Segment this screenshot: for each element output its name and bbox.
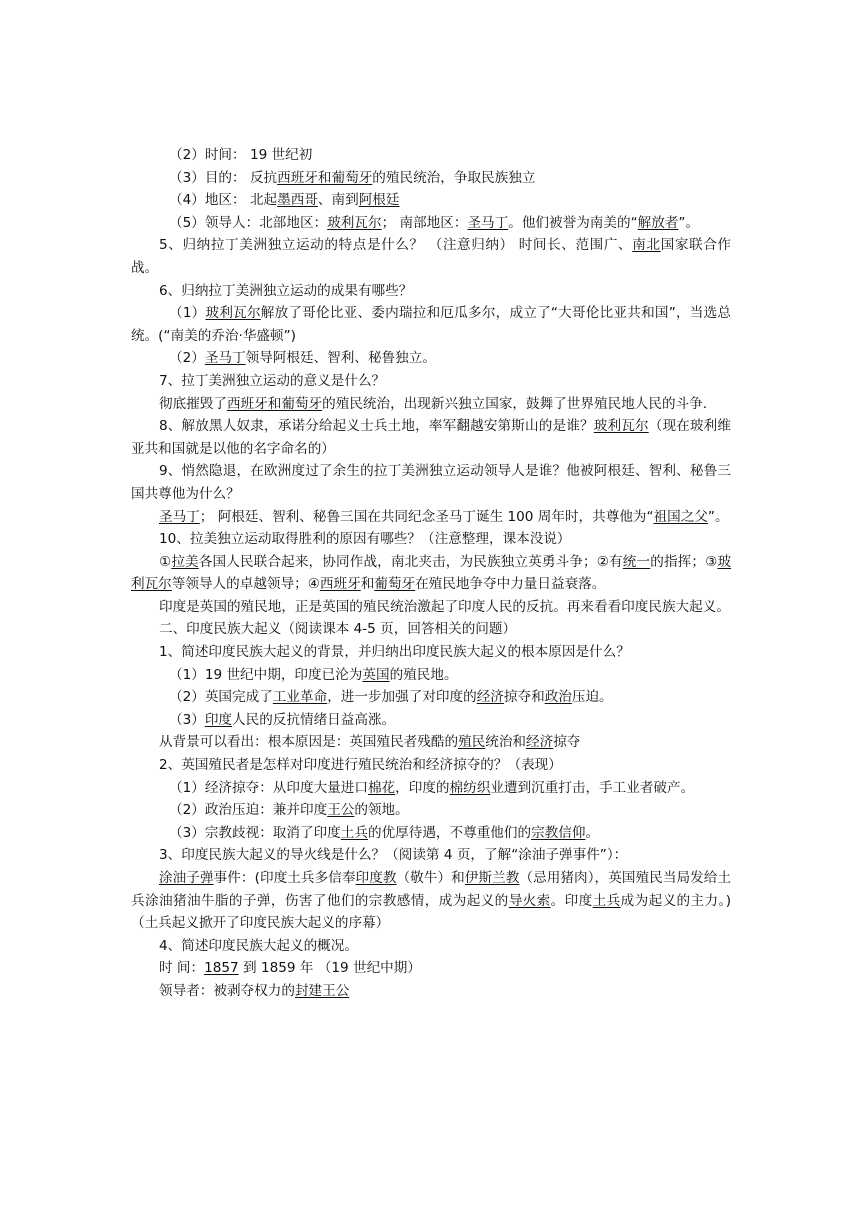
underlined-answer: 玻利瓦尔 — [327, 214, 382, 231]
underlined-answer: 棉纺织 — [449, 779, 491, 796]
text-run: 7、拉丁美洲独立运动的意义是什么？ — [159, 372, 386, 389]
text-run: 的殖民统治，出现新兴独立国家，鼓舞了世界殖民地人民的斗争. — [322, 395, 708, 412]
underlined-answer: 葡萄牙 — [374, 576, 416, 593]
underlined-answer: 1857 — [204, 960, 239, 977]
paragraph — [131, 234, 731, 279]
text-run: 掠夺 — [553, 734, 581, 751]
underlined-answer: 政治 — [544, 689, 572, 706]
paragraph — [131, 867, 731, 935]
underlined-answer: 经济 — [526, 734, 554, 751]
text-run: 统治和 — [485, 734, 527, 751]
paragraph — [131, 822, 731, 845]
underlined-answer: 印度 — [204, 711, 233, 728]
underlined-answer: 南北 — [632, 237, 661, 254]
text-run: 领导阿根廷、智利、秘鲁独立。 — [245, 350, 436, 367]
underlined-answer: 印度教 — [355, 870, 397, 886]
paragraph — [131, 799, 731, 822]
text-run: （3）目的： 反抗 — [169, 169, 278, 186]
text-run: 等领导人的卓越领导；④ — [171, 576, 320, 593]
text-run: 的指挥；③ — [650, 553, 718, 570]
text-run: ① — [159, 553, 172, 570]
paragraph — [131, 370, 731, 393]
text-run: 2、英国殖民者是怎样对印度进行殖民统治和经济掠夺的？（表现） — [159, 757, 562, 774]
text-run: 领导者：被剥夺权力的 — [159, 982, 295, 999]
paragraph — [131, 551, 731, 596]
underlined-answer: 土兵 — [340, 824, 368, 841]
underlined-answer: 棉花 — [367, 779, 396, 796]
text-run: （3） — [169, 711, 205, 728]
paragraph — [131, 302, 731, 347]
underlined-answer: 土兵 — [592, 892, 621, 909]
text-run: ”。 — [678, 214, 700, 231]
text-run: （1）19 世纪中期，印度已沦为 — [169, 666, 363, 683]
text-run: 压迫。 — [571, 689, 613, 706]
paragraph — [131, 506, 731, 529]
underlined-answer: 圣马丁 — [159, 508, 200, 525]
paragraph — [131, 686, 731, 709]
text-run: （2）时间： 19 世纪初 — [169, 147, 313, 163]
text-run: 掠夺和 — [503, 689, 545, 706]
text-run: 10、拉美独立运动取得胜利的原因有哪些？（注意整理，课本没说） — [159, 531, 571, 548]
underlined-answer: 圣马丁 — [467, 214, 509, 231]
underlined-answer: 王公 — [327, 802, 355, 819]
paragraph — [131, 596, 731, 619]
text-run: 彻底摧毁了 — [159, 395, 227, 412]
text-run: 9、悄然隐退，在欧洲度过了余生的拉丁美洲独立运动领导人是谁？他被阿根廷、智利、秘鲁三国共尊他为什么？ — [131, 463, 731, 502]
text-run: （4）地区： 北起 — [169, 192, 278, 209]
underlined-answer: 宗教信仰 — [531, 824, 586, 841]
paragraph — [131, 777, 731, 800]
text-run: 成为起义的主力。)（土兵起义掀开了印度民族大起义的序幕） — [131, 892, 732, 932]
text-run: （5）领导人：北部地区： — [169, 214, 328, 231]
text-run: 4、简述印度民族大起义的概况。 — [159, 937, 358, 954]
paragraph — [131, 618, 731, 641]
underlined-answer: 经济 — [476, 689, 504, 706]
underlined-answer: 统一 — [622, 553, 651, 570]
paragraph — [131, 935, 731, 958]
paragraph — [131, 347, 731, 370]
underlined-answer: 西班牙和葡萄牙 — [277, 169, 373, 186]
text-run: ，进一步加强了对印度的 — [327, 689, 477, 706]
text-run: （现在玻利维亚共和国就是以他的名字命名的） — [131, 418, 732, 457]
text-run: 和 — [360, 576, 375, 593]
underlined-answer: 涂油子弹 — [159, 870, 214, 886]
paragraph — [131, 415, 731, 460]
underlined-answer: 玻利瓦尔 — [593, 418, 649, 435]
text-run: 8、解放黑人奴隶，承诺分给起义士兵土地，率军翻越安第斯山的是谁？ — [159, 418, 594, 435]
paragraph — [131, 754, 731, 777]
text-run: 的殖民地。 — [389, 666, 458, 683]
underlined-answer: 拉美 — [171, 553, 199, 570]
text-run: 6、归纳拉丁美洲独立运动的成果有哪些？ — [159, 282, 413, 299]
text-run: 。他们被誉为南美的“ — [508, 214, 638, 231]
text-run: （2）英国完成了 — [169, 689, 273, 706]
underlined-answer: 阿根廷 — [358, 192, 400, 209]
text-run: 的优厚待遇，不尊重他们的 — [367, 824, 532, 841]
underlined-answer: 墨西哥 — [277, 192, 318, 209]
paragraph — [131, 641, 731, 664]
paragraph — [131, 980, 731, 1003]
text-run: （2）政治压迫：兼并印度 — [169, 802, 328, 819]
underlined-answer: 解放者 — [637, 214, 679, 231]
text-run: 国家联合作战。 — [131, 237, 732, 276]
document-body — [131, 144, 731, 1003]
text-run: （2） — [169, 350, 205, 367]
underlined-answer: 圣马丁 — [204, 350, 246, 367]
text-run: 业遭到沉重打击，手工业者破产。 — [490, 779, 695, 796]
paragraph — [131, 709, 731, 732]
paragraph — [131, 664, 731, 687]
paragraph — [131, 731, 731, 754]
text-run: 的殖民统治，争取民族独立 — [372, 169, 536, 186]
paragraph — [131, 280, 731, 303]
text-run: 时 间： — [159, 960, 205, 977]
paragraph — [131, 528, 731, 551]
text-run: ”。 — [707, 508, 729, 525]
text-run: 印度是英国的殖民地，正是英国的殖民统治激起了印度人民的反抗。再来看看印度民族大起义。 — [159, 598, 730, 615]
text-run: 到 1859 年 （19 世纪中期） — [238, 960, 421, 977]
paragraph — [131, 393, 731, 416]
underlined-answer: 西班牙 — [319, 576, 361, 593]
underlined-answer: 英国 — [362, 666, 390, 683]
text-run: 5、归纳拉丁美洲独立运动的特点是什么？ （注意归纳） 时间长、范围广、 — [159, 237, 633, 254]
text-run: 在殖民地争夺中力量日益衰落。 — [415, 576, 606, 593]
text-run: 各国人民联合起来，协同作战，南北夹击，为民族独立英勇斗争；②有 — [198, 553, 623, 570]
paragraph — [131, 957, 731, 980]
underlined-answer: 导火索 — [508, 892, 551, 909]
text-run: 从背景可以看出：根本原因是：英国殖民者残酷的 — [159, 734, 459, 751]
text-run: 3、印度民族大起义的导火线是什么？（阅读第 4 页，了解“涂油子弹事件”）： — [159, 847, 628, 864]
text-run: 。印度 — [550, 892, 593, 909]
text-run: 事件：(印度土兵多信奉 — [213, 870, 356, 886]
text-run: （1）经济掠夺：从印度大量进口 — [169, 779, 368, 796]
paragraph — [131, 844, 731, 867]
paragraph — [131, 144, 731, 167]
paragraph — [131, 167, 731, 190]
text-run: ； 阿根廷、智利、秘鲁三国在共同纪念圣马丁诞生 100 周年时，共尊他为“ — [199, 508, 654, 525]
text-run: 人民的反抗情绪日益高涨。 — [232, 711, 396, 728]
underlined-answer: 玻利瓦尔 — [131, 553, 732, 593]
text-run: 的领地。 — [354, 802, 409, 819]
text-run: （忌用猪肉），英国殖民当局发给土兵涂油猪油牛脂的子弹，伤害了他们的宗教感情，成为起义的 — [131, 870, 732, 909]
text-run: 、南到 — [317, 192, 359, 209]
text-run: ； 南部地区： — [381, 214, 468, 231]
text-run: （3）宗教歧视：取消了印度 — [169, 824, 341, 841]
underlined-answer: 祖国之父 — [653, 508, 708, 525]
paragraph — [131, 460, 731, 505]
underlined-answer: 殖民 — [458, 734, 486, 751]
underlined-answer: 西班牙和葡萄牙 — [226, 395, 323, 412]
text-run: 解放了哥伦比亚、委内瑞拉和厄瓜多尔，成立了“大哥伦比亚共和国”，当选总统。(“南美的乔治·华盛顿”) — [131, 305, 731, 344]
text-run: 。 — [585, 824, 600, 841]
underlined-answer: 伊斯兰教 — [464, 870, 520, 886]
text-run: ，印度的 — [395, 779, 450, 796]
underlined-answer: 封建王公 — [294, 982, 350, 999]
underlined-answer: 玻利瓦尔 — [205, 305, 261, 322]
paragraph — [131, 212, 731, 235]
paragraph — [131, 189, 731, 212]
text-run: （敬牛）和 — [396, 870, 465, 886]
text-run: （1） — [169, 305, 206, 322]
text-run: 二、印度民族大起义（阅读课本 4-5 页，回答相关的问题） — [159, 621, 517, 638]
text-run: 1、简述印度民族大起义的背景，并归纳出印度民族大起义的根本原因是什么？ — [159, 644, 630, 661]
underlined-answer: 工业革命 — [272, 689, 328, 706]
